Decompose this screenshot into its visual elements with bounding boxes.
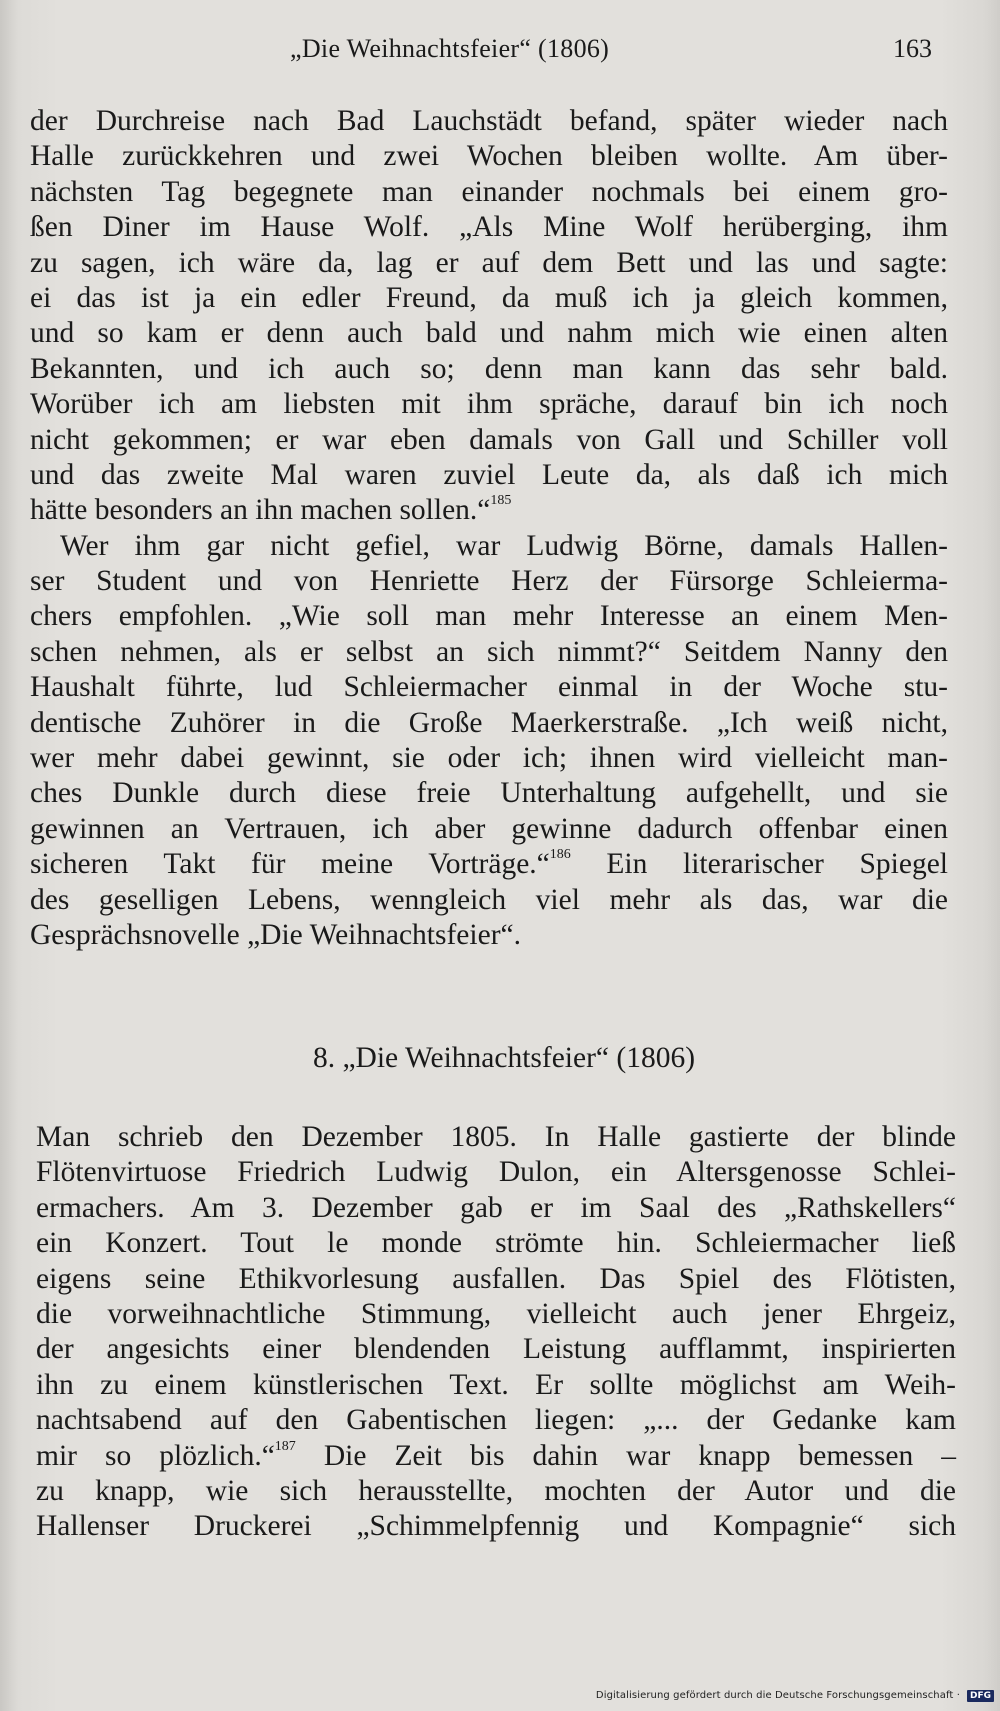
text-line: ßen Diner im Hause Wolf. „Als Mine Wolf herüberging, ihm (30, 211, 948, 244)
running-title: „Die Weihnachtsfeier“ (1806) (290, 34, 610, 63)
page-number: 163 (893, 34, 932, 63)
text-fragment: Die Zeit bis dahin war knapp bemessen – (295, 1439, 956, 1472)
section-heading: 8. „Die Weihnachtsfeier“ (1806) (312, 1042, 696, 1074)
text-line: Worüber ich am liebsten mit ihm spräche, darauf bin ich noch (30, 388, 948, 421)
text-fragment: mir so plözlich.“ (36, 1439, 275, 1472)
text-fragment: sicheren Takt für meine Vorträge.“ (30, 848, 550, 881)
text-line: Hallenser Druckerei „Schimmelpfennig und Kompagnie“ sich (36, 1510, 956, 1543)
text-line: ser Student und von Henriette Herz der Fürsorge Schleierma- (30, 565, 948, 598)
text-fragment: hätte besonders an ihn machen sollen.“ (30, 494, 491, 527)
text-line: dentische Zuhörer in die Große Maerkerstraße. „Ich weiß nicht, (30, 706, 948, 739)
text-line: Gesprächsnovelle „Die Weihnachtsfeier“. (30, 918, 521, 951)
dfg-logo: DFG (967, 1690, 994, 1702)
text-line: ei das ist ja ein edler Freund, da muß ich ja gleich kommen, (30, 281, 948, 314)
text-fragment: Ein literarischer Spiegel (570, 848, 948, 881)
paragraph-first-line: Wer ihm gar nicht gefiel, war Ludwig Börne, damals Hallen- (60, 529, 948, 562)
footnote-marker: 185 (490, 493, 512, 509)
text-line: schen nehmen, als er selbst an sich nimmt?“ Seitdem Nanny den (30, 635, 948, 668)
text-line: gewinnen an Vertrauen, ich aber gewinne dadurch offenbar einen (30, 812, 948, 845)
text-line: Bekannten, und ich auch so; denn man kann das sehr bald. (30, 352, 948, 385)
text-line: ermachers. Am 3. Dezember gab er im Saal des „Rathskellers“ (36, 1191, 956, 1224)
text-line: wer mehr dabei gewinnt, sie oder ich; ihnen wird vielleicht man- (30, 742, 948, 775)
text-line: des geselligen Lebens, wenngleich viel mehr als das, war die (30, 883, 948, 916)
digitization-credit: Digitalisierung gefördert durch die Deutsche Forschungsgemeinschaft · (595, 1690, 960, 1701)
text-line: Man schrieb den Dezember 1805. In Halle gastierte der blinde (36, 1121, 956, 1153)
text-line: nicht gekommen; er war eben damals von Gall und Schiller voll (30, 423, 948, 456)
text-line: ches Dunkle durch diese freie Unterhaltung aufgehellt, und sie (30, 777, 948, 810)
text-line: Halle zurückkehren und zwei Wochen bleiben wollte. Am über- (30, 140, 948, 173)
text-line: der Durchreise nach Bad Lauchstädt befand, später wieder nach (30, 105, 948, 137)
text-line: der angesichts einer blendenden Leistung aufflammt, inspirierten (36, 1333, 956, 1366)
text-line: ihn zu einem künstlerischen Text. Er sollte möglichst am Weih- (36, 1368, 956, 1401)
text-line: eigens seine Ethikvorlesung ausfallen. Das Spiel des Flötisten, (36, 1262, 956, 1295)
text-line: und so kam er denn auch bald und nahm mich wie einen alten (30, 317, 948, 350)
section-body-text (36, 1120, 956, 1545)
text-line: und das zweite Mal waren zuviel Leute da, als daß ich mich (30, 458, 948, 491)
text-line: zu knapp, wie sich herausstellte, mochten der Autor und die (36, 1474, 956, 1507)
text-line (30, 847, 948, 882)
text-line: zu sagen, ich wäre da, lag er auf dem Bett und las und sagte: (30, 246, 948, 279)
text-line: nächsten Tag begegnete man einander nochmals bei einem gro- (30, 175, 948, 208)
text-line: Flötenvirtuose Friedrich Ludwig Dulon, ein Altersgenosse Schlei- (36, 1156, 956, 1189)
text-line: die vorweihnachtliche Stimmung, vielleicht auch jener Ehrgeiz, (36, 1297, 956, 1330)
text-line: Haushalt führte, lud Schleiermacher einmal in der Woche stu- (30, 671, 948, 704)
text-line: chers empfohlen. „Wie soll man mehr Interesse an einem Men- (30, 600, 948, 633)
text-line: nachtsabend auf den Gabentischen liegen: „... der Gedanke kam (36, 1404, 956, 1437)
running-head (0, 28, 1000, 68)
body-text-continued (30, 104, 948, 953)
text-line (30, 493, 948, 528)
text-line: ein Konzert. Tout le monde strömte hin. Schleiermacher ließ (36, 1227, 956, 1260)
text-line (36, 1439, 956, 1474)
footnote-marker: 187 (274, 1438, 296, 1454)
footnote-marker: 186 (549, 847, 571, 863)
